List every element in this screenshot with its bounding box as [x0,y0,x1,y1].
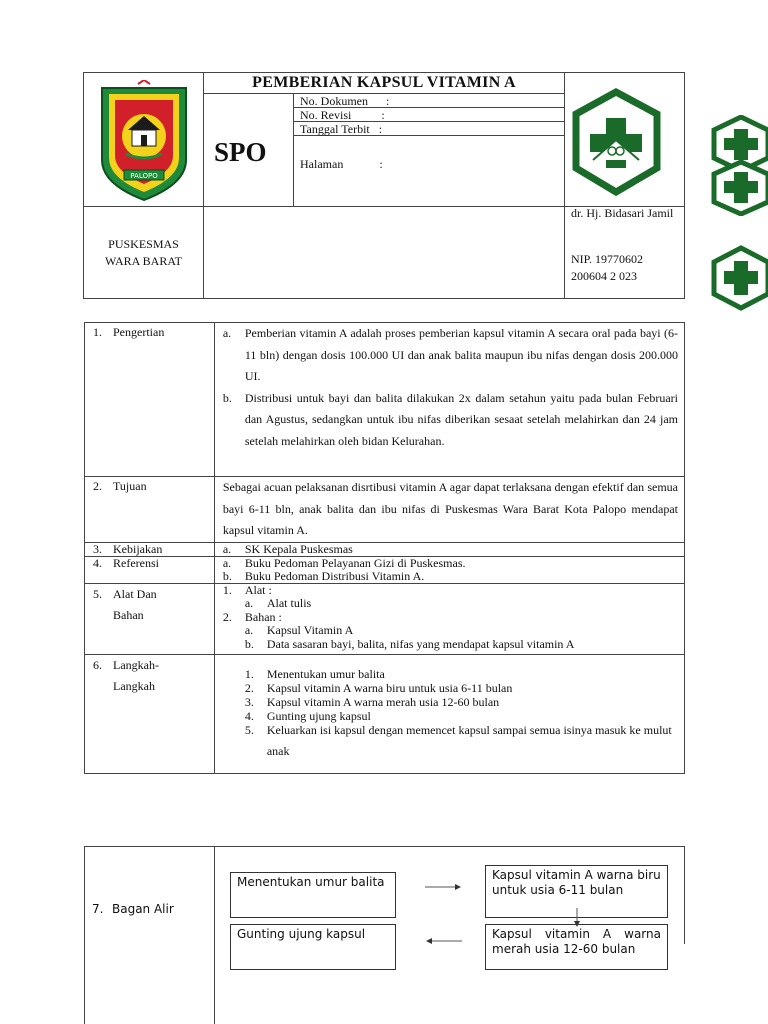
item-marker: a. [222,326,232,340]
step-text: Keluarkan isi kapsul dengan memencet kapsul sampai semua isinya masuk ke mulut anak [266,722,672,758]
alat-a: Alat tulis [266,596,312,610]
document-title: PEMBERIAN KAPSUL VITAMIN A [252,74,516,91]
flow-box-menentukan-umur: Menentukan umur balita [230,872,396,918]
step-number: 3. [244,694,254,709]
step-number: 5. [244,722,254,737]
row-label: Bagan Alir [112,902,174,916]
row-label: Langkah- [113,657,159,672]
field-no-revisi: No. Revisi : [300,108,385,122]
item-marker: b. [244,636,254,651]
item-marker: 1. [222,582,232,597]
row-number: 5. [93,586,102,601]
row-label: Alat Dan [113,586,157,601]
item-marker: 2. [222,609,232,624]
row-label: Kebijakan [113,541,163,556]
flow-box-gunting-ujung: Gunting ujung kapsul [230,924,396,970]
row-number: 3. [93,541,102,556]
flow-box-kapsul-merah: Kapsul vitamin A warna merah usia 12-60 bulan [485,924,668,970]
step-number: 4. [244,708,254,723]
item-marker: a. [222,541,232,556]
row-number: 2. [93,479,102,493]
step-text: Kapsul vitamin A warna merah usia 12-60 bulan [266,694,500,709]
alat-heading: Alat : [244,582,272,597]
row-number: 4. [93,555,102,570]
bahan-heading: Bahan : [244,609,282,624]
row-number: 1. [93,325,102,339]
bahan-a: Kapsul Vitamin A [266,623,354,637]
referensi-a: Buku Pedoman Pelayanan Gizi di Puskesmas. [244,555,466,570]
spo-label: SPO [214,137,267,167]
referensi-b: Buku Pedoman Distribusi Vitamin A. [244,568,425,583]
item-marker: a. [222,555,232,570]
tujuan-text: Sebagai acuan pelaksanan disrtibusi vitamin A agar dapat terlaksana dengan efektif dan semua bayi 6-11 bln, anak balita dan ibu nifas di Puskesmas Wara Barat Kota Palopo mendapat kapsul vitamin A. [214,477,684,543]
pengertian-a: Pemberian vitamin A adalah proses pemberian kapsul vitamin A secara oral pada bayi (6-11 bln) dengan dosis 100.000 UI dan anak balita maupun ibu nifas dengan dosis 200.000 UI. [244,326,678,383]
signer-nip: NIP. 19770602 200604 2 023 [571,252,644,283]
row-label: Referensi [113,555,159,570]
flow-box-kapsul-biru: Kapsul vitamin A warna biru untuk usia 6-11 bulan [485,865,668,918]
row-number: 6. [93,657,102,672]
step-text: Menentukan umur balita [266,666,385,681]
step-text: Gunting ujung kapsul [266,708,371,723]
org-name-line2: WARA BARAT [104,254,182,268]
bahan-b: Data sasaran bayi, balita, nifas yang mendapat kapsul vitamin A [266,636,575,651]
step-text: Kapsul vitamin A warna biru untuk usia 6-11 bulan [266,680,513,695]
item-marker: a. [244,596,254,610]
item-marker: b. [222,390,232,405]
row-label-cont: Langkah [113,678,155,693]
svg-text:PALOPO: PALOPO [130,172,158,180]
field-no-dokumen: No. Dokumen : [300,94,390,108]
item-marker: a. [244,623,254,637]
field-halaman: Halaman : [300,157,383,171]
step-number: 1. [244,666,254,681]
pengertian-b: Distribusi untuk bayi dan balita dilakukan 2x dalam setahun yaitu pada bulan Februari dan Agustus, sedangkan untuk ibu nifas diberikan sesaat setelah melahirkan dan 24 jam setelah melahirkan oleh bidan Kelurahan. [244,390,678,448]
kebijakan-a: SK Kepala Puskesmas [244,541,353,556]
org-name-line1: PUSKESMAS [108,237,179,251]
signer-name: dr. Hj. Bidasari Jamil [571,206,674,220]
row-label-cont: Bahan [113,607,144,622]
row-number: 7. [92,902,104,916]
step-number: 2. [244,680,254,695]
row-label: Pengertian [113,325,165,339]
field-tanggal-terbit: Tanggal Terbit : [300,122,383,136]
row-label: Tujuan [113,479,147,493]
item-marker: b. [222,568,232,583]
